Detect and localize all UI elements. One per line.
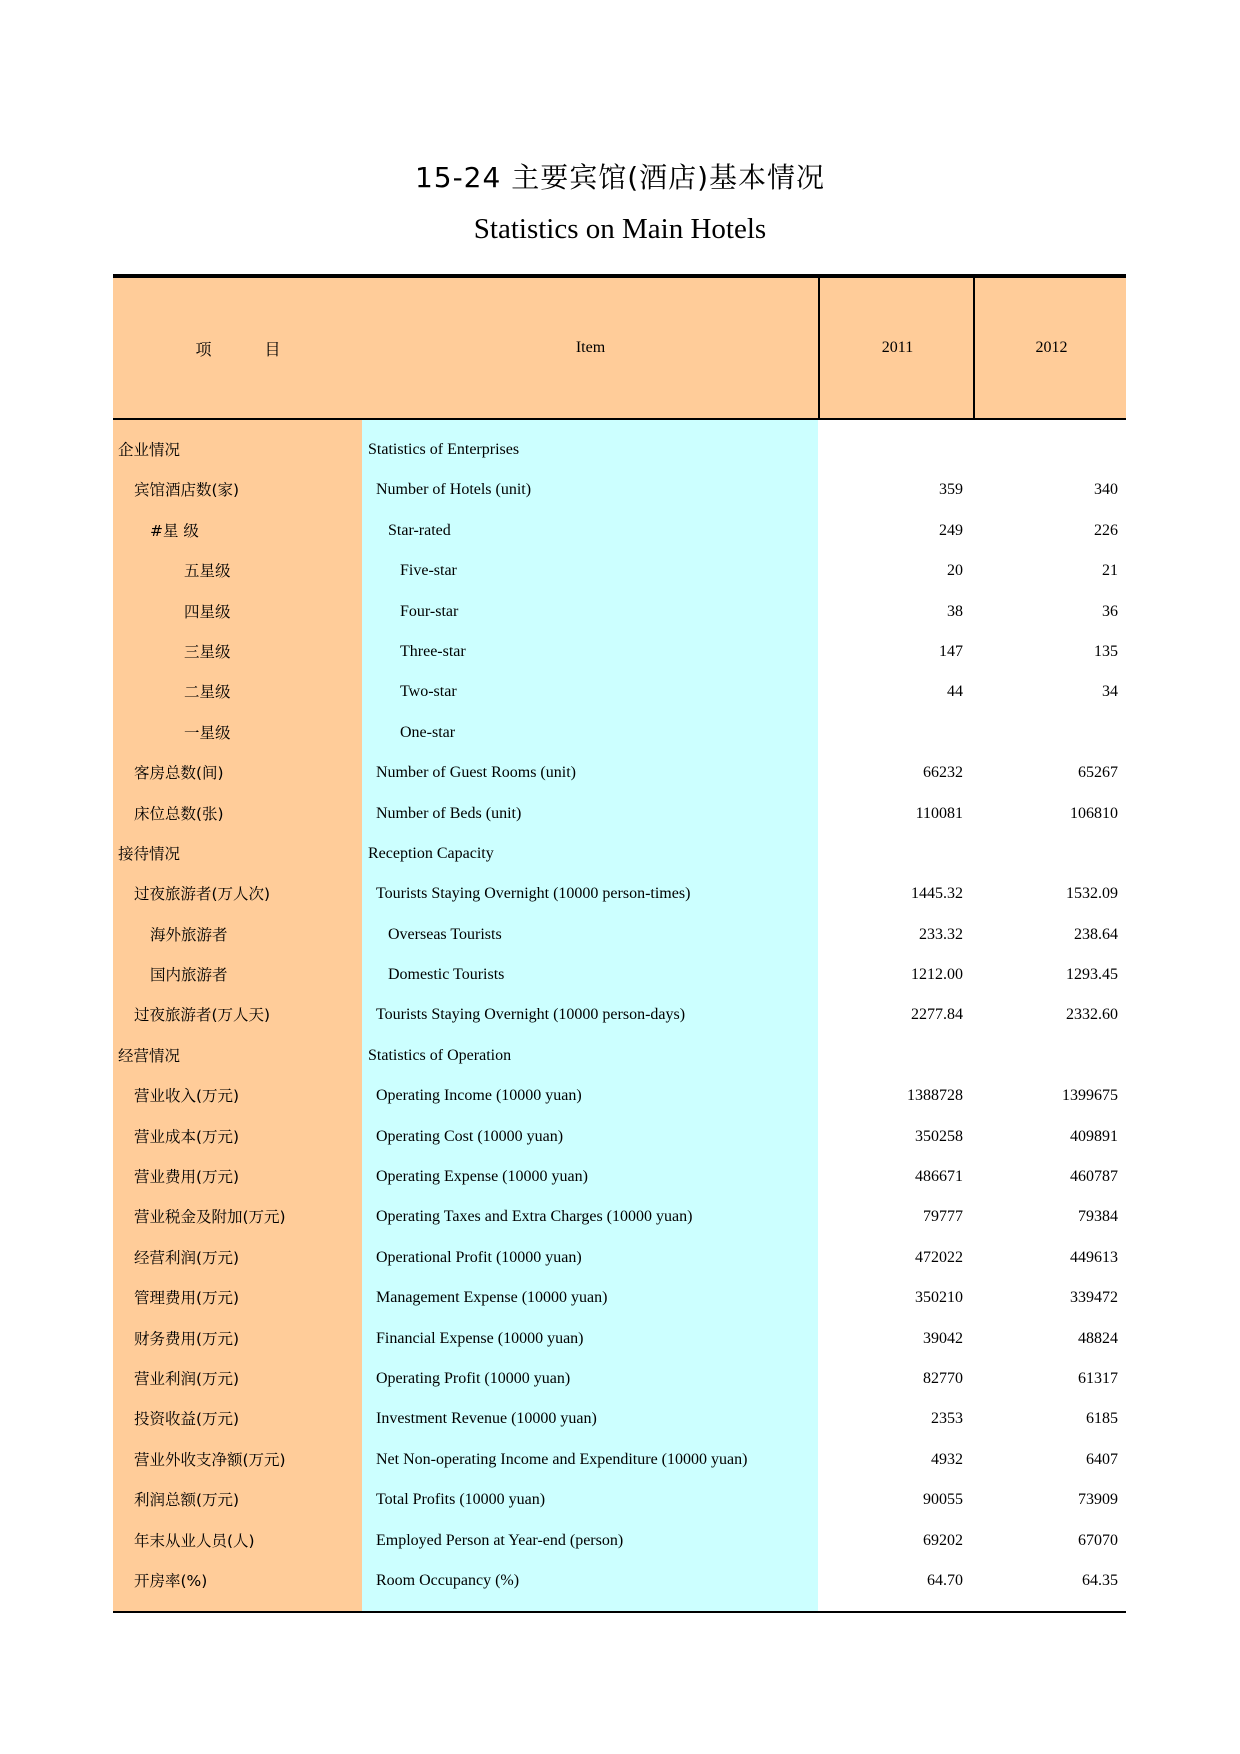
value-2011: 1445.32 <box>911 885 963 903</box>
value-2012: 79384 <box>1078 1208 1118 1226</box>
row-label-english: Tourists Staying Overnight (10000 person-times) <box>376 885 691 903</box>
value-2012: 36 <box>1102 602 1118 620</box>
table-row <box>113 430 1126 470</box>
value-2012: 6407 <box>1086 1450 1118 1468</box>
table-row <box>113 995 1126 1035</box>
row-label-english: Operating Income (10000 yuan) <box>376 1087 582 1105</box>
value-2012: 226 <box>1094 521 1118 539</box>
row-label-chinese: 投资收益(万元) <box>134 1410 240 1429</box>
value-2011: 2277.84 <box>911 1006 963 1024</box>
row-label-english: Five-star <box>400 562 457 580</box>
row-label-english: Star-rated <box>388 521 451 539</box>
value-2011: 1388728 <box>907 1087 963 1105</box>
row-label-english: Reception Capacity <box>368 844 494 862</box>
row-label-english: Number of Hotels (unit) <box>376 481 532 499</box>
row-label-chinese: #星 级 <box>150 521 199 540</box>
row-label-chinese: 营业费用(万元) <box>134 1168 240 1187</box>
value-2012: 21 <box>1102 562 1118 580</box>
row-label-english: Operating Profit (10000 yuan) <box>376 1369 571 1387</box>
row-label-english: Three-star <box>400 642 466 660</box>
value-2011: 359 <box>939 481 963 499</box>
row-label-chinese: 营业成本(万元) <box>134 1127 240 1146</box>
value-2012: 449613 <box>1070 1248 1118 1266</box>
row-label-chinese: 财务费用(万元) <box>134 1329 240 1348</box>
row-label-english: Management Expense (10000 yuan) <box>376 1289 608 1307</box>
row-label-chinese: 二星级 <box>184 683 231 702</box>
value-2012: 106810 <box>1070 804 1118 822</box>
row-label-english: Operational Profit (10000 yuan) <box>376 1248 582 1266</box>
header-year-2011: 2011 <box>818 278 975 418</box>
value-2012: 67070 <box>1078 1531 1118 1549</box>
value-2012: 460787 <box>1070 1168 1118 1186</box>
table-row <box>113 915 1126 955</box>
value-2012: 48824 <box>1078 1329 1118 1347</box>
row-label-chinese: 营业收入(万元) <box>134 1087 240 1106</box>
row-label-chinese: 海外旅游者 <box>150 925 228 944</box>
table-row <box>113 592 1126 632</box>
table-row <box>113 1399 1126 1439</box>
table-row <box>113 511 1126 551</box>
value-2012: 1293.45 <box>1066 966 1118 984</box>
row-label-chinese: 管理费用(万元) <box>134 1289 240 1308</box>
value-2011: 1212.00 <box>911 966 963 984</box>
table-header <box>113 278 1126 420</box>
row-label-english: Operating Cost (10000 yuan) <box>376 1127 564 1145</box>
table-row <box>113 551 1126 591</box>
table-row <box>113 1319 1126 1359</box>
row-label-chinese: 经营利润(万元) <box>134 1248 240 1267</box>
row-label-chinese: 营业税金及附加(万元) <box>134 1208 286 1227</box>
row-label-english: Statistics of Operation <box>368 1046 512 1064</box>
value-2012: 135 <box>1094 642 1118 660</box>
row-label-chinese: 年末从业人员(人) <box>134 1531 255 1550</box>
table-row <box>113 1197 1126 1237</box>
value-2011: 486671 <box>915 1168 963 1186</box>
table-rows <box>113 420 1126 1611</box>
table-row <box>113 1076 1126 1116</box>
value-2012: 73909 <box>1078 1491 1118 1509</box>
value-2012: 2332.60 <box>1066 1006 1118 1024</box>
table-row <box>113 1278 1126 1318</box>
value-2012: 65267 <box>1078 764 1118 782</box>
value-2011: 79777 <box>923 1208 963 1226</box>
table-row <box>113 713 1126 753</box>
row-label-english: Four-star <box>400 602 459 620</box>
table-row <box>113 874 1126 914</box>
row-label-english: Employed Person at Year-end (person) <box>376 1531 624 1549</box>
value-2012: 6185 <box>1086 1410 1118 1428</box>
value-2011: 350258 <box>915 1127 963 1145</box>
value-2011: 90055 <box>923 1491 963 1509</box>
header-year-2012: 2012 <box>973 278 1128 418</box>
row-label-english: Operating Taxes and Extra Charges (10000 yuan) <box>376 1208 693 1226</box>
table-row <box>113 1521 1126 1561</box>
value-2011: 249 <box>939 521 963 539</box>
row-label-chinese: 四星级 <box>184 602 231 621</box>
row-label-chinese: 床位总数(张) <box>134 804 224 823</box>
row-label-chinese: 国内旅游者 <box>150 966 228 985</box>
value-2011: 82770 <box>923 1369 963 1387</box>
table-body <box>113 420 1126 1611</box>
table-row <box>113 1359 1126 1399</box>
row-label-chinese: 过夜旅游者(万人天) <box>134 1006 271 1025</box>
value-2011: 39042 <box>923 1329 963 1347</box>
value-2011: 64.70 <box>927 1571 963 1589</box>
value-2011: 66232 <box>923 764 963 782</box>
value-2011: 44 <box>947 683 963 701</box>
row-label-chinese: 营业外收支净额(万元) <box>134 1450 286 1469</box>
value-2012: 340 <box>1094 481 1118 499</box>
row-label-chinese: 利润总额(万元) <box>134 1491 240 1510</box>
value-2011: 38 <box>947 602 963 620</box>
value-2011: 233.32 <box>919 925 963 943</box>
value-2012: 339472 <box>1070 1289 1118 1307</box>
table-row <box>113 955 1126 995</box>
row-label-english: One-star <box>400 723 456 741</box>
row-label-chinese: 企业情况 <box>118 441 181 459</box>
table-row <box>113 1117 1126 1157</box>
value-2012: 409891 <box>1070 1127 1118 1145</box>
value-2011: 2353 <box>931 1410 963 1428</box>
row-label-english: Tourists Staying Overnight (10000 person-days) <box>376 1006 686 1024</box>
table-row <box>113 470 1126 510</box>
value-2011: 350210 <box>915 1289 963 1307</box>
table-row <box>113 1238 1126 1278</box>
table-bottom-rule <box>113 1611 1126 1613</box>
value-2012: 1399675 <box>1062 1087 1118 1105</box>
value-2011: 472022 <box>915 1248 963 1266</box>
row-label-english: Net Non-operating Income and Expenditure (10000 yuan) <box>376 1450 748 1468</box>
value-2011: 20 <box>947 562 963 580</box>
value-2012: 1532.09 <box>1066 885 1118 903</box>
row-label-english: Room Occupancy (%) <box>376 1571 520 1589</box>
row-label-chinese: 宾馆酒店数(家) <box>134 481 240 500</box>
table-row <box>113 1036 1126 1076</box>
row-label-chinese: 接待情况 <box>118 844 181 863</box>
header-item-english: Item <box>575 339 606 356</box>
row-label-english: Number of Guest Rooms (unit) <box>376 764 576 782</box>
row-label-chinese: 客房总数(间) <box>134 764 224 783</box>
table-row <box>113 1480 1126 1520</box>
page-title-chinese: 15-24 主要宾馆(酒店)基本情况 <box>414 161 826 194</box>
value-2011: 69202 <box>923 1531 963 1549</box>
row-label-chinese: 一星级 <box>184 723 231 742</box>
value-2012: 238.64 <box>1074 925 1118 943</box>
value-2012: 61317 <box>1078 1369 1118 1387</box>
table-row <box>113 1157 1126 1197</box>
row-label-english: Operating Expense (10000 yuan) <box>376 1168 588 1186</box>
hotel-statistics-table <box>113 274 1126 1613</box>
table-row <box>113 672 1126 712</box>
row-label-chinese: 三星级 <box>184 642 231 661</box>
row-label-english: Investment Revenue (10000 yuan) <box>376 1410 597 1428</box>
value-2011: 110081 <box>915 804 963 822</box>
row-label-english: Total Profits (10000 yuan) <box>376 1491 546 1509</box>
table-row <box>113 632 1126 672</box>
row-label-english: Overseas Tourists <box>388 925 502 943</box>
value-2011: 4932 <box>931 1450 963 1468</box>
row-label-english: Number of Beds (unit) <box>376 804 522 822</box>
row-label-chinese: 五星级 <box>184 562 231 581</box>
table-row <box>113 834 1126 874</box>
row-label-chinese: 过夜旅游者(万人次) <box>134 885 271 904</box>
row-label-english: Statistics of Enterprises <box>368 441 520 458</box>
value-2012: 34 <box>1102 683 1118 701</box>
table-row <box>113 753 1126 793</box>
row-label-english: Financial Expense (10000 yuan) <box>376 1329 584 1347</box>
header-item-chinese: 项 目 <box>195 339 281 359</box>
row-label-english: Two-star <box>400 683 457 701</box>
row-label-chinese: 开房率(%) <box>134 1571 208 1590</box>
row-label-chinese: 经营情况 <box>118 1046 181 1065</box>
table-row <box>113 1561 1126 1601</box>
table-row <box>113 794 1126 834</box>
value-2011: 147 <box>939 642 963 660</box>
row-label-english: Domestic Tourists <box>388 966 505 984</box>
table-row <box>113 1440 1126 1480</box>
page-title-english: Statistics on Main Hotels <box>473 213 767 245</box>
row-label-chinese: 营业利润(万元) <box>134 1369 240 1388</box>
value-2012: 64.35 <box>1082 1571 1118 1589</box>
